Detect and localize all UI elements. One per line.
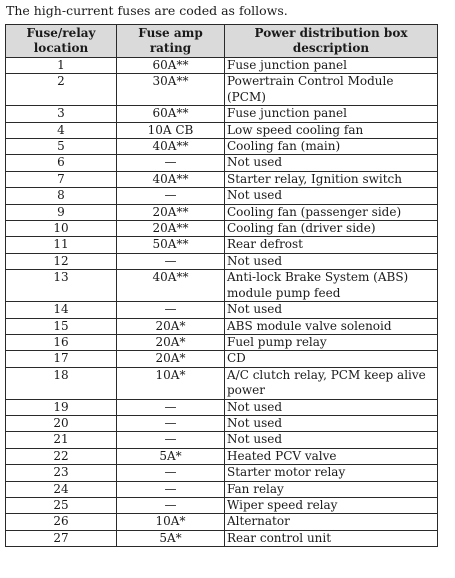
table-row <box>6 221 438 237</box>
cell-amp-rating: 10A* <box>117 514 225 530</box>
cell-description: A/C clutch relay, PCM keep alive power <box>225 367 438 399</box>
table-row <box>6 530 438 546</box>
table-row <box>6 367 438 399</box>
cell-location: 25 <box>6 497 117 513</box>
cell-amp-rating: — <box>117 415 225 431</box>
cell-description: Starter relay, Ignition switch <box>225 171 438 187</box>
table-row <box>6 74 438 106</box>
cell-amp-rating: 40A** <box>117 270 225 302</box>
cell-description: Fuse junction panel <box>225 106 438 122</box>
cell-location: 7 <box>6 171 117 187</box>
cell-amp-rating: 10A CB <box>117 122 225 138</box>
cell-location: 15 <box>6 318 117 334</box>
cell-description: Not used <box>225 415 438 431</box>
table-row <box>6 204 438 220</box>
table-row <box>6 188 438 204</box>
table-row <box>6 399 438 415</box>
cell-amp-rating: 20A** <box>117 221 225 237</box>
table-row <box>6 58 438 74</box>
cell-description: Rear control unit <box>225 530 438 546</box>
cell-location: 5 <box>6 139 117 155</box>
cell-amp-rating: — <box>117 497 225 513</box>
cell-amp-rating: — <box>117 302 225 318</box>
cell-description: Not used <box>225 155 438 171</box>
table-row <box>6 334 438 350</box>
table-row <box>6 514 438 530</box>
cell-amp-rating: 20A** <box>117 204 225 220</box>
cell-amp-rating: — <box>117 155 225 171</box>
cell-location: 19 <box>6 399 117 415</box>
fuse-table <box>5 24 438 547</box>
table-row <box>6 237 438 253</box>
cell-description: ABS module valve solenoid <box>225 318 438 334</box>
cell-location: 24 <box>6 481 117 497</box>
cell-location: 8 <box>6 188 117 204</box>
table-row <box>6 270 438 302</box>
header-description: Power distribution box description <box>225 25 438 58</box>
cell-location: 17 <box>6 351 117 367</box>
cell-location: 9 <box>6 204 117 220</box>
cell-location: 13 <box>6 270 117 302</box>
cell-description: Powertrain Control Module (PCM) <box>225 74 438 106</box>
cell-description: Not used <box>225 253 438 269</box>
cell-location: 16 <box>6 334 117 350</box>
cell-location: 23 <box>6 465 117 481</box>
cell-location: 4 <box>6 122 117 138</box>
cell-location: 1 <box>6 58 117 74</box>
header-location: Fuse/relay location <box>6 25 117 58</box>
cell-amp-rating: 5A* <box>117 448 225 464</box>
table-header <box>6 25 438 58</box>
table-row <box>6 155 438 171</box>
cell-location: 12 <box>6 253 117 269</box>
cell-description: CD <box>225 351 438 367</box>
table-row <box>6 139 438 155</box>
table-row <box>6 171 438 187</box>
table-row <box>6 318 438 334</box>
cell-amp-rating: 5A* <box>117 530 225 546</box>
cell-location: 11 <box>6 237 117 253</box>
table-body <box>6 58 438 547</box>
table-row <box>6 415 438 431</box>
table-row <box>6 497 438 513</box>
table-row <box>6 432 438 448</box>
cell-description: Fuel pump relay <box>225 334 438 350</box>
cell-description: Not used <box>225 432 438 448</box>
cell-description: Cooling fan (passenger side) <box>225 204 438 220</box>
table-row <box>6 481 438 497</box>
cell-description: Not used <box>225 188 438 204</box>
cell-description: Not used <box>225 399 438 415</box>
table-row <box>6 253 438 269</box>
table-row <box>6 465 438 481</box>
cell-description: Wiper speed relay <box>225 497 438 513</box>
cell-amp-rating: 40A** <box>117 139 225 155</box>
cell-amp-rating: 60A** <box>117 58 225 74</box>
header-row <box>6 25 438 58</box>
cell-description: Not used <box>225 302 438 318</box>
cell-amp-rating: 60A** <box>117 106 225 122</box>
cell-location: 22 <box>6 448 117 464</box>
cell-location: 27 <box>6 530 117 546</box>
cell-amp-rating: 10A* <box>117 367 225 399</box>
cell-location: 2 <box>6 74 117 106</box>
cell-description: Cooling fan (driver side) <box>225 221 438 237</box>
cell-description: Alternator <box>225 514 438 530</box>
cell-description: Starter motor relay <box>225 465 438 481</box>
cell-location: 21 <box>6 432 117 448</box>
cell-amp-rating: — <box>117 399 225 415</box>
table-row <box>6 122 438 138</box>
cell-location: 10 <box>6 221 117 237</box>
cell-amp-rating: 20A* <box>117 318 225 334</box>
cell-description: Rear defrost <box>225 237 438 253</box>
cell-amp-rating: — <box>117 188 225 204</box>
cell-location: 3 <box>6 106 117 122</box>
cell-amp-rating: — <box>117 465 225 481</box>
cell-amp-rating: 20A* <box>117 334 225 350</box>
cell-amp-rating: 30A** <box>117 74 225 106</box>
table-row <box>6 106 438 122</box>
cell-amp-rating: 50A** <box>117 237 225 253</box>
cell-location: 14 <box>6 302 117 318</box>
table-row <box>6 302 438 318</box>
cell-amp-rating: — <box>117 481 225 497</box>
cell-description: Low speed cooling fan <box>225 122 438 138</box>
table-row <box>6 351 438 367</box>
cell-description: Cooling fan (main) <box>225 139 438 155</box>
cell-amp-rating: — <box>117 253 225 269</box>
table-row <box>6 448 438 464</box>
cell-amp-rating: 20A* <box>117 351 225 367</box>
cell-location: 6 <box>6 155 117 171</box>
cell-location: 26 <box>6 514 117 530</box>
cell-description: Fuse junction panel <box>225 58 438 74</box>
cell-location: 20 <box>6 415 117 431</box>
intro-text: The high-current fuses are coded as follows. <box>6 3 288 18</box>
cell-location: 18 <box>6 367 117 399</box>
cell-amp-rating: 40A** <box>117 171 225 187</box>
cell-description: Anti-lock Brake System (ABS) module pump feed <box>225 270 438 302</box>
cell-amp-rating: — <box>117 432 225 448</box>
cell-description: Fan relay <box>225 481 438 497</box>
header-amp-rating: Fuse amp rating <box>117 25 225 58</box>
cell-description: Heated PCV valve <box>225 448 438 464</box>
